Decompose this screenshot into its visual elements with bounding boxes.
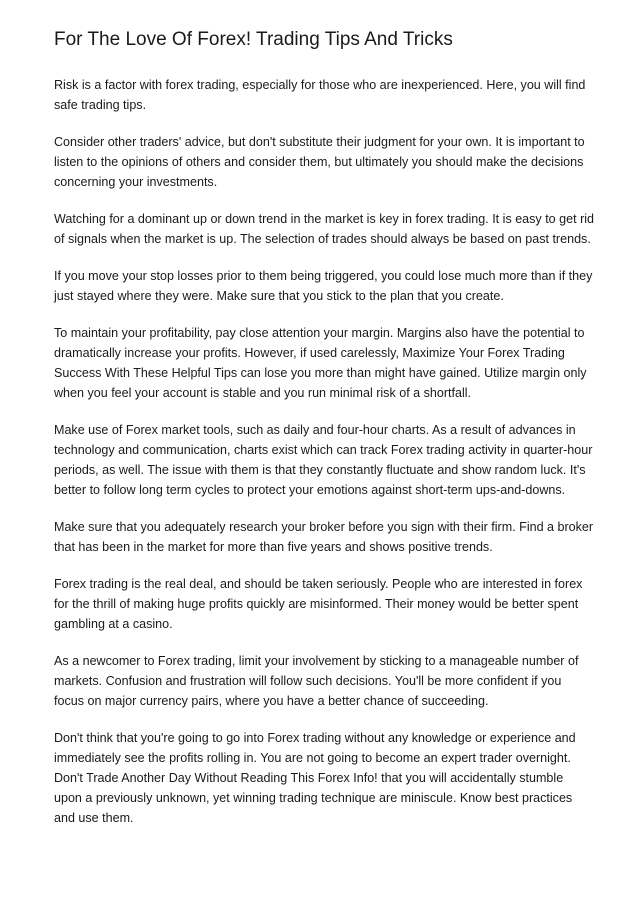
paragraph: Watching for a dominant up or down trend in the market is key in forex trading. It is easy to get rid of signals when the market is up. The selection of trades should always be based on past trends. — [54, 212, 595, 246]
paragraph: Risk is a factor with forex trading, especially for those who are inexperienced. Here, you will find safe trading tips. — [54, 78, 586, 112]
paragraph: Make sure that you adequately research your broker before you sign with their firm. Find a broker that has been in the market for more than five years and shows positive trends. — [54, 520, 594, 554]
document-page — [54, 28, 594, 845]
paragraph: As a newcomer to Forex trading, limit your involvement by sticking to a manageable number of markets. Confusion and frustration will follow such decisions. You'll be more confident if you focus on major currency pairs, where you have a better chance of succeeding. — [54, 654, 579, 708]
document-title: For The Love Of Forex! Trading Tips And Tricks — [54, 29, 453, 50]
paragraph: If you move your stop losses prior to them being triggered, you could lose much more than if they just stayed where they were. Make sure that you stick to the plan that you create. — [54, 269, 593, 303]
paragraph: Don't think that you're going to go into Forex trading without any knowledge or experience and immediately see the profits rolling in. You are not going to become an expert trader overnight. Don't Trade Another Day Without Reading This Forex Info! that you will accidentally stumble upon a previously unknown, yet winning trading technique are miniscule. Know best practices and use them. — [54, 731, 576, 825]
paragraph: Consider other traders' advice, but don't substitute their judgment for your own. It is important to listen to the opinions of others and consider them, but ultimately you should make the decisions concerning your investments. — [54, 135, 585, 189]
paragraph: Make use of Forex market tools, such as daily and four-hour charts. As a result of advances in technology and communication, charts exist which can track Forex trading activity in quarter-hour periods, as well. The issue with them is that they constantly fluctuate and show random luck. It's better to follow long term cycles to protect your emotions against short-term ups-and-downs. — [54, 423, 593, 497]
paragraph: Forex trading is the real deal, and should be taken seriously. People who are interested in forex for the thrill of making huge profits quickly are misinformed. Their money would be better spent gambling at a casino. — [54, 577, 583, 631]
paragraph: To maintain your profitability, pay close attention your margin. Margins also have the potential to dramatically increase your profits. However, if used carelessly, Maximize Your Forex Trading Success With These Helpful Tips can lose you more than might have gained. Utilize margin only when you feel your account is stable and you run minimal risk of a shortfall. — [54, 326, 587, 400]
